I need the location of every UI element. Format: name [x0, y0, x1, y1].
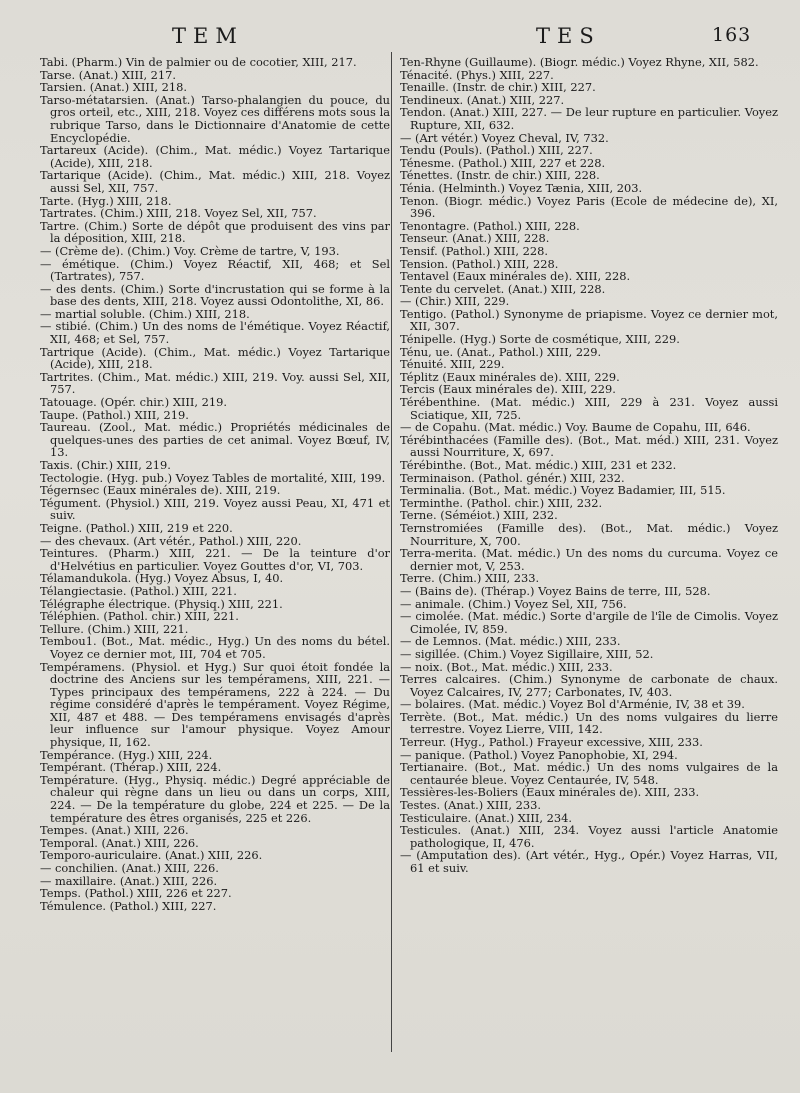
index-entry: Terre. (Chim.) XIII, 233. [400, 571, 540, 586]
index-entry: Tartre. (Chim.) Sorte de dépôt que produisent des vins par la déposition, XIII, 218. [40, 218, 390, 246]
index-entry: — de Copahu. (Mat. médic.) Voy. Baume de Copahu, III, 646. [400, 420, 751, 435]
index-entry: Térébenthine. (Mat. médic.) XIII, 229 à 231. Voyez aussi Sciatique, XII, 725. [400, 395, 778, 422]
index-entry: Ténesme. (Pathol.) XIII, 227 et 228. [400, 155, 606, 170]
index-entry: Tercis (Eaux minérales de). XIII, 229. [400, 382, 616, 397]
index-entry: Terres calcaires. (Chim.) Synonyme de carbonate de chaux. Voyez Calcaires, IV, 277; Carbonates, IV, 403. [400, 672, 778, 699]
index-entry: Testes. (Anat.) XIII, 233. [400, 798, 541, 813]
index-entry: Temps. (Pathol.) XIII, 226 et 227. [40, 886, 232, 901]
index-entry: Tartrique (Acide). (Chim., Mat. médic.) Voyez Tartarique (Acide), XIII, 218. [40, 344, 390, 372]
index-entry: Terminthe. (Pathol. chir.) XIII, 232. [400, 495, 603, 510]
index-entry: Température. (Hyg., Physiq. médic.) Degré appréciable de chaleur qui règne dans un lieu ou dans un corps, XIII, 224. — De la température du globe, 224 et 225. — De la température des êtres organisés, 225 et 226. [40, 772, 390, 825]
index-entry: — des chevaux. (Art vétér., Pathol.) XIII, 220. [40, 533, 302, 548]
index-entry: Tégernsec (Eaux minérales de). XIII, 219. [40, 483, 281, 498]
index-entry: Tenon. (Biogr. médic.) Voyez Paris (Ecole de médecine de), XI, 396. [400, 193, 778, 221]
index-entry: Tempérant. (Thérap.) XIII, 224. [40, 760, 222, 775]
right-column [400, 56, 778, 875]
running-head-center: TES [536, 24, 601, 48]
index-entry: Tectologie. (Hyg. pub.) Voyez Tables de mortalité, XIII, 199. [40, 470, 386, 485]
index-entry: — noix. (Bot., Mat. médic.) XIII, 233. [400, 659, 613, 674]
index-entry: Tempes. (Anat.) XIII, 226. [40, 823, 189, 838]
index-entry: Ternstromiées (Famille des). (Bot., Mat. médic.) Voyez Nourriture, X, 700. [400, 520, 778, 548]
index-entry: Tenseur. (Anat.) XIII, 228. [400, 231, 550, 246]
index-entry: Télégraphe électrique. (Physiq.) XIII, 221. [40, 596, 283, 611]
index-entry: — bolaires. (Mat. médic.) Voyez Bol d'Arménie, IV, 38 et 39. [400, 697, 745, 712]
index-entry: Tentavel (Eaux minérales de). XIII, 228. [400, 269, 631, 284]
index-entry: Tarsien. (Anat.) XIII, 218. [40, 80, 188, 95]
index-entry: Tertianaire. (Bot., Mat. médic.) Un des noms vulgaires de la centaurée bleue. Voyez Centaurée, IV, 548. [400, 760, 778, 787]
index-entry: Temporo-auriculaire. (Anat.) XIII, 226. [40, 848, 263, 863]
index-entry: Télangiectasie. (Pathol.) XIII, 221. [40, 583, 237, 598]
index-entry: Ténettes. (Instr. de chir.) XIII, 228. [400, 168, 600, 183]
index-entry: Taxis. (Chir.) XIII, 219. [40, 458, 171, 472]
index-entry: Tentigo. (Pathol.) Synonyme de priapisme. Voyez ce dernier mot, XII, 307. [400, 306, 778, 334]
column-divider [391, 52, 392, 1052]
index-entry: Terminalia. (Bot., Mat. médic.) Voyez Badamier, III, 515. [400, 483, 726, 498]
index-entry: Terrète. (Bot., Mat. médic.) Un des noms vulgaires du lierre terrestre. Voyez Lierre, VIII, 142. [400, 709, 778, 737]
index-entry: — de Lemnos. (Mat. médic.) XIII, 233. [400, 634, 621, 649]
index-entry: Teintures. (Pharm.) XIII, 221. — De la teinture d'or d'Helvétius en particulier. Voyez Gouttes d'or, VI, 703. [40, 546, 390, 573]
index-entry: Tabi. (Pharm.) Vin de palmier ou de cocotier, XIII, 217. [40, 55, 357, 69]
index-entry: — martial soluble. (Chim.) XIII, 218. [40, 306, 250, 321]
index-entry: — conchilien. (Anat.) XIII, 226. [40, 861, 219, 875]
index-entry: Tendon. (Anat.) XIII, 227. — De leur rupture en particulier. Voyez Rupture, XII, 632. [400, 105, 778, 132]
index-entry: Tartarique (Acide). (Chim., Mat. médic.) XIII, 218. Voyez aussi Sel, XII, 757. [40, 168, 390, 195]
left-column [40, 56, 390, 912]
index-entry: — (Chir.) XIII, 229. [400, 294, 510, 309]
index-entry: Tellure. (Chim.) XIII, 221. [40, 621, 189, 636]
index-entry: Ténu, ue. (Anat., Pathol.) XIII, 229. [400, 344, 602, 359]
index-entry: Tarso-métatarsien. (Anat.) Tarso-phalangien du pouce, du gros orteil, etc., XIII, 218. Voyez ces différens mots sous la rubrique Tarso, dans le Dictionnaire d'Anatomie de cette Encyclopédie. [40, 92, 390, 145]
index-entry: Tessières-les-Boliers (Eaux minérales de). XIII, 233. [400, 785, 700, 800]
index-entry: Térébinthacées (Famille des). (Bot., Mat. méd.) XIII, 231. Voyez aussi Nourriture, X, 697. [400, 432, 778, 460]
index-entry: Ténia. (Helminth.) Voyez Tænia, XIII, 203. [400, 180, 643, 195]
index-entry: Testiculaire. (Anat.) XIII, 234. [400, 810, 573, 825]
index-entry: — (Bains de). (Thérap.) Voyez Bains de terre, III, 528. [400, 583, 711, 598]
index-entry: Ténacité. (Phys.) XIII, 227. [400, 67, 554, 82]
index-entry: Terminaison. (Pathol. génér.) XIII, 232. [400, 470, 625, 485]
index-entry: Tarte. (Hyg.) XIII, 218. [40, 193, 172, 208]
index-entry: Tente du cervelet. (Anat.) XIII, 228. [400, 281, 606, 296]
index-entry: Testicules. (Anat.) XIII, 234. Voyez aussi l'article Anatomie pathologique, II, 476. [400, 823, 778, 850]
index-entry: — (Art vétér.) Voyez Cheval, IV, 732. [400, 130, 609, 145]
index-entry: Tatouage. (Opér. chir.) XIII, 219. [40, 395, 228, 410]
running-head-left: TEM [172, 24, 244, 48]
index-entry: Témulence. (Pathol.) XIII, 227. [40, 898, 217, 913]
index-entry: — maxillaire. (Anat.) XIII, 226. [40, 873, 218, 888]
index-entry: Ten-Rhyne (Guillaume). (Biogr. médic.) Voyez Rhyne, XII, 582. [400, 55, 759, 69]
index-entry: Tendu (Pouls). (Pathol.) XIII, 227. [400, 143, 593, 158]
index-entry: Tarse. (Anat.) XIII, 217. [40, 67, 177, 82]
index-entry: — émétique. (Chim.) Voyez Réactif, XII, 468; et Sel (Tartrates), 757. [40, 256, 390, 284]
index-entry: — animale. (Chim.) Voyez Sel, XII, 756. [400, 596, 627, 611]
index-entry: Tension. (Pathol.) XIII, 228. [400, 256, 559, 271]
index-entry: Taureau. (Zool., Mat. médic.) Propriétés médicinales de quelques-unes des parties de cet animal. Voyez Bœuf, IV, 13. [40, 420, 390, 460]
index-entry: Tembou1. (Bot., Mat. médic., Hyg.) Un des noms du bétel. Voyez ce dernier mot, III, 704 et 705. [40, 634, 390, 661]
index-entry: — (Crème de). (Chim.) Voy. Crème de tartre, V, 193. [40, 243, 340, 258]
index-entry: Tendineux. (Anat.) XIII, 227. [400, 92, 565, 107]
index-entry: Ténipelle. (Hyg.) Sorte de cosmétique, XIII, 229. [400, 332, 680, 347]
index-entry: Téléphien. (Pathol. chir.) XIII, 221. [40, 609, 239, 624]
index-entry: Tensif. (Pathol.) XIII, 228. [400, 243, 549, 258]
index-entry: — panique. (Pathol.) Voyez Panophobie, XI, 294. [400, 747, 678, 762]
index-entry: Terra-merita. (Mat. médic.) Un des noms du curcuma. Voyez ce dernier mot, V, 253. [400, 546, 778, 573]
index-entry: — des dents. (Chim.) Sorte d'incrustation qui se forme à la base des dents, XIII, 218. Voyez aussi Odontolithe, XI, 86. [40, 281, 390, 309]
index-entry: Terne. (Séméiot.) XIII, 232. [400, 508, 558, 523]
index-entry: Terreur. (Hyg., Pathol.) Frayeur excessive, XIII, 233. [400, 735, 703, 750]
index-entry: Tartareux (Acide). (Chim., Mat. médic.) Voyez Tartarique (Acide), XIII, 218. [40, 143, 390, 170]
index-entry: — (Amputation des). (Art vétér., Hyg., Opér.) Voyez Harras, VII, 61 et suiv. [400, 848, 778, 875]
index-entry: — stibié. (Chim.) Un des noms de l'émétique. Voyez Réactif, XII, 468; et Sel, 757. [40, 319, 390, 347]
index-entry: Tempérance. (Hyg.) XIII, 224. [40, 747, 213, 762]
index-entry: Térébinthe. (Bot., Mat. médic.) XIII, 231 et 232. [400, 458, 677, 472]
index-entry: Tenontagre. (Pathol.) XIII, 228. [400, 218, 580, 233]
index-entry: Tempéramens. (Physiol. et Hyg.) Sur quoi étoit fondée la doctrine des Anciens sur les tempéramens, XIII, 221. — Types principaux des tempéramens, 222 à 224. — Du régime considéré d'après le tempérament. Voyez Régime, XII, 487 et 488. — Des tempéramens envisagés d'après leur influence sur l'amour physique. Voyez Amour physique, II, 162. [40, 659, 390, 750]
page-number: 163 [712, 24, 752, 46]
index-entry: — sigillée. (Chim.) Voyez Sigillaire, XIII, 52. [400, 646, 654, 661]
index-entry: Teigne. (Pathol.) XIII, 219 et 220. [40, 520, 233, 535]
index-entry: Tartrites. (Chim., Mat. médic.) XIII, 219. Voy. aussi Sel, XII, 757. [40, 369, 390, 397]
index-entry: Temporal. (Anat.) XIII, 226. [40, 835, 199, 850]
index-entry: Télamandukola. (Hyg.) Voyez Absus, I, 40. [40, 571, 284, 586]
index-entry: Ténuité. XIII, 229. [400, 357, 505, 372]
index-entry: Tenaille. (Instr. de chir.) XIII, 227. [400, 80, 596, 95]
index-entry: Tartrates. (Chim.) XIII, 218. Voyez Sel, XII, 757. [40, 206, 317, 221]
index-entry: Téplitz (Eaux minérales de). XIII, 229. [400, 369, 620, 384]
index-entry: Tégument. (Physiol.) XIII, 219. Voyez aussi Peau, XI, 471 et suiv. [40, 495, 390, 523]
index-entry: — cimolée. (Mat. médic.) Sorte d'argile de l'île de Cimolis. Voyez Cimolée, IV, 859. [400, 609, 778, 636]
index-entry: Taupe. (Pathol.) XIII, 219. [40, 407, 189, 422]
